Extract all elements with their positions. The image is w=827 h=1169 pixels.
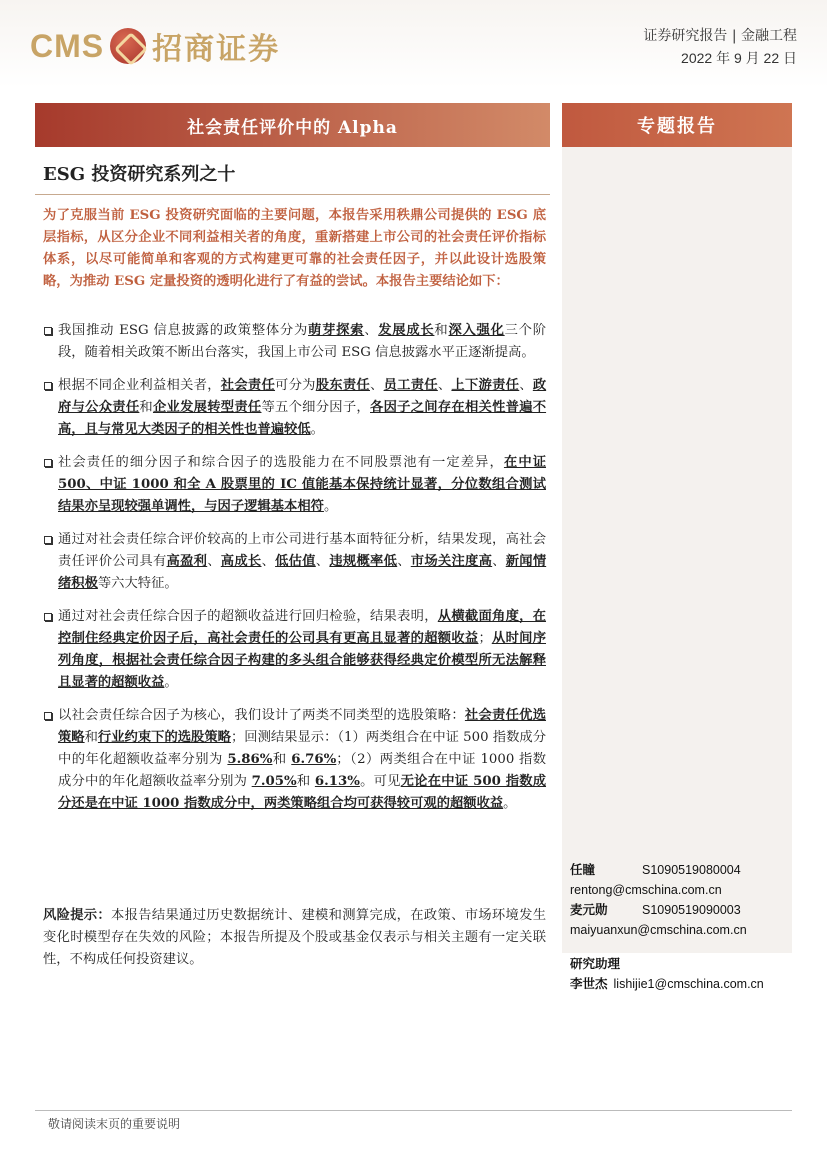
finding-highlight: 高盈利: [166, 554, 208, 569]
finding-text: ；回测结果显示：（1）两类组合在中证 500 指数成分中的年化超额收益率分别为: [58, 730, 547, 767]
finding-highlight: 高成长: [220, 554, 262, 569]
assistant-title: 研究助理: [570, 956, 621, 971]
subtitle-divider: [35, 194, 550, 195]
assistant-name: 李世杰: [570, 976, 608, 991]
finding-text: 根据不同企业利益相关者，: [58, 378, 221, 393]
brand-emblem-icon: [110, 28, 146, 64]
finding-text: ；（2）两类组合在中证 1000 指数成分中的年化超额收益率分别为: [58, 752, 546, 789]
bullet-square-icon: [44, 536, 52, 544]
finding-text: 以社会责任综合因子为核心，我们设计了两类不同类型的选股策略：: [58, 708, 465, 723]
finding-text: 和: [84, 730, 98, 745]
finding-highlight: 企业发展转型责任: [152, 400, 262, 415]
bullet-square-icon: [44, 459, 52, 467]
finding-highlight: 7.05%: [251, 774, 297, 789]
finding-text: 可分为: [275, 378, 316, 393]
analyst-license: S1090519090003: [642, 903, 741, 917]
key-findings-list: [43, 320, 546, 826]
analyst-name: 麦元勋: [570, 902, 608, 917]
analyst-block: [570, 860, 790, 994]
analyst-row: [570, 900, 790, 920]
analyst-license: S1090519080004: [642, 863, 741, 877]
finding-text: 等五个细分因子，: [261, 400, 370, 415]
finding-text: 。可见: [359, 774, 401, 789]
bullet-square-icon: [44, 613, 52, 621]
finding-text: 等六大特征。: [97, 576, 178, 591]
finding-highlight: 6.76%: [291, 752, 337, 767]
report-date: 2022 年 9 月 22 日: [681, 50, 797, 66]
analyst-row: [570, 860, 790, 880]
finding-text: 。: [503, 796, 517, 811]
finding-text: 、: [397, 554, 411, 569]
analyst-name: 任瞳: [570, 862, 596, 877]
report-category: 专题报告: [562, 103, 792, 147]
analyst-email[interactable]: rentong@cmschina.com.cn: [570, 883, 722, 897]
finding-text: 和: [296, 774, 315, 789]
report-subtitle: ESG 投资研究系列之十: [43, 164, 236, 185]
finding-text: 、: [207, 554, 221, 569]
brand-name: 招商证券: [152, 32, 281, 67]
finding-item: [43, 375, 546, 441]
finding-text: 、: [261, 554, 276, 569]
risk-warning: [43, 905, 546, 971]
sidebar-panel: [562, 103, 792, 953]
finding-text: 。: [323, 499, 338, 514]
finding-text: 通过对社会责任综合因子的超额收益进行回归检验，结果表明，: [58, 609, 438, 624]
finding-highlight: 低估值: [275, 554, 316, 569]
finding-highlight: 违规概率低: [329, 554, 398, 569]
finding-text: 、: [370, 378, 384, 393]
bullet-square-icon: [44, 382, 52, 390]
summary-intro: 为了克服当前 ESG 投资研究面临的主要问题，本报告采用秩鼎公司提供的 ESG 底层指标，从区分企业不同利益相关者的角度，重新搭建上市公司的社会责任评价指标体系，以尽可能简单和客观的方式构建更可靠的社会责任因子，并以此设计选股策略，为推动 ESG 定量投资的透明化进行了有益的尝试。本报告主要结论如下：: [43, 208, 546, 289]
finding-highlight: 无论在中证 500 指数成分还是在中证 1000 指数成分中，两类策略组合均可获得较可观的超额收益: [58, 774, 547, 811]
finding-highlight: 从横截面角度，在控制住经典定价因子后，高社会责任的公司具有更高且显著的超额收益: [58, 609, 547, 646]
finding-text: 社会责任的细分因子和综合因子的选股能力在不同股票池有一定差异，: [58, 455, 504, 470]
finding-item: [43, 320, 546, 364]
finding-highlight: 在中证 500、中证 1000 和全 A 股票里的 IC 值能基本保持统计显著，分位数组合测试结果亦呈现较强单调性，与因子逻辑基本相符: [58, 455, 547, 514]
finding-text: 、: [364, 323, 379, 338]
finding-highlight: 政府与公众责任: [58, 378, 547, 415]
finding-item: [43, 452, 546, 518]
finding-highlight: 社会责任: [220, 378, 276, 393]
assistant-row: [570, 974, 790, 994]
risk-label: 风险提示：: [43, 908, 112, 923]
finding-item: [43, 529, 546, 595]
finding-highlight: 员工责任: [383, 378, 438, 393]
finding-text: 和: [139, 400, 153, 415]
report-title: 社会责任评价中的 Alpha: [35, 103, 550, 147]
finding-highlight: 新闻情绪积极: [58, 554, 547, 591]
finding-text: 三个阶段，随着相关政策不断出台落实，我国上市公司 ESG 信息披露水平正逐渐提高。: [58, 323, 547, 360]
finding-highlight: 行业约束下的选股策略: [97, 730, 231, 745]
risk-text: 本报告结果通过历史数据统计、建模和测算完成，在政策、市场环境发生变化时模型存在失效的风险；本报告所提及个股或基金仅表示与相关主题有一定关联性，不构成任何投资建议。: [43, 908, 547, 967]
finding-highlight: 上下游责任: [451, 378, 520, 393]
finding-highlight: 6.13%: [314, 774, 360, 789]
document-type: 证券研究报告 | 金融工程: [643, 28, 797, 44]
finding-highlight: 5.86%: [227, 752, 273, 767]
finding-text: 、: [519, 378, 533, 393]
finding-text: 。: [164, 675, 178, 690]
finding-text: ；: [478, 631, 492, 646]
finding-highlight: 发展成长: [378, 323, 435, 338]
finding-item: [43, 705, 546, 815]
finding-text: 、: [492, 554, 506, 569]
finding-highlight: 社会责任优选策略: [58, 708, 547, 745]
brand-logo: [30, 26, 280, 66]
finding-highlight: 市场关注度高: [410, 554, 493, 569]
finding-text: 和: [434, 323, 449, 338]
finding-text: 、: [315, 554, 330, 569]
finding-text: 。: [310, 422, 324, 437]
finding-item: [43, 606, 546, 694]
finding-text: 和: [272, 752, 292, 767]
analyst-email[interactable]: maiyuanxun@cmschina.com.cn: [570, 923, 747, 937]
finding-text: 我国推动 ESG 信息披露的政策整体分为: [58, 323, 309, 338]
footer-notice: 敬请阅读末页的重要说明: [48, 1117, 181, 1131]
finding-highlight: 各因子之间存在相关性普遍不高，且与常见大类因子的相关性也普遍较低: [58, 400, 547, 437]
finding-highlight: 深入强化: [448, 323, 505, 338]
finding-highlight: 股东责任: [315, 378, 370, 393]
finding-highlight: 萌芽探索: [308, 323, 365, 338]
finding-text: 通过对社会责任综合评价较高的上市公司进行基本面特征分析，结果发现，高社会责任评价公司具有: [58, 532, 546, 569]
bullet-square-icon: [44, 712, 52, 720]
assistant-email[interactable]: lishijie1@cmschina.com.cn: [613, 977, 764, 991]
footer-divider: [35, 1110, 792, 1111]
bullet-square-icon: [44, 327, 52, 335]
finding-highlight: 从时间序列角度，根据社会责任综合因子构建的多头组合能够获得经典定价模型所无法解释且显著的超额收益: [58, 631, 547, 690]
brand-latin: CMS: [30, 27, 105, 64]
finding-text: 、: [437, 378, 452, 393]
